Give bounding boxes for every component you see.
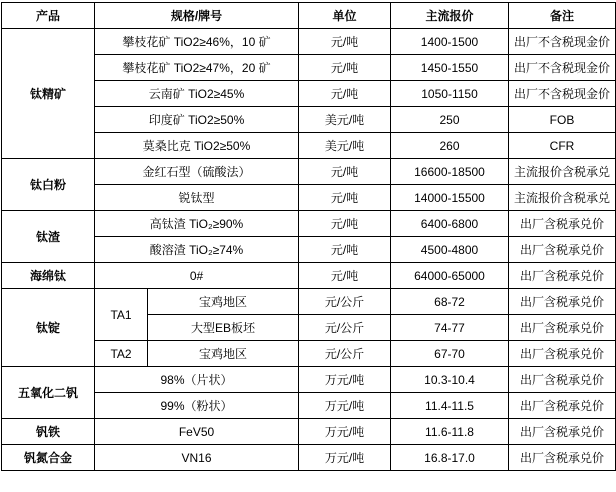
table-row (2, 367, 616, 393)
note-cell: FOB (509, 107, 616, 133)
note-cell: 出厂不含税现金价 (509, 29, 616, 55)
spec-cell: 高钛渣 TiO₂≥90% (95, 211, 299, 237)
grade-cell: TA1 (95, 289, 148, 341)
spec-cell: 酸溶渣 TiO₂≥74% (95, 237, 299, 263)
spec-cell: FeV50 (95, 419, 299, 445)
price-cell: 260 (391, 133, 509, 159)
unit-cell: 万元/吨 (299, 419, 391, 445)
column-header: 产品 (2, 3, 95, 29)
column-header: 单位 (299, 3, 391, 29)
price-cell: 11.6-11.8 (391, 419, 509, 445)
spec-cell: 99%（粉状） (95, 393, 299, 419)
unit-cell: 元/吨 (299, 55, 391, 81)
price-cell: 6400-6800 (391, 211, 509, 237)
product-category-cell: 钛白粉 (2, 159, 95, 211)
price-cell: 14000-15500 (391, 185, 509, 211)
product-category-cell: 钒氮合金 (2, 445, 95, 471)
table-row (2, 55, 616, 81)
spec-cell: 大型EB板坯 (148, 315, 299, 341)
column-header: 主流报价 (391, 3, 509, 29)
note-cell: 出厂含税承兑价 (509, 341, 616, 367)
price-cell: 16600-18500 (391, 159, 509, 185)
unit-cell: 元/吨 (299, 185, 391, 211)
note-cell: 出厂不含税现金价 (509, 81, 616, 107)
table-row (2, 133, 616, 159)
table-row (2, 107, 616, 133)
product-category-cell: 钒铁 (2, 419, 95, 445)
grade-cell: TA2 (95, 341, 148, 367)
product-category-cell: 钛精矿 (2, 29, 95, 159)
spec-cell: 莫桑比克 TiO2≥50% (95, 133, 299, 159)
unit-cell: 元/吨 (299, 81, 391, 107)
table-row (2, 211, 616, 237)
price-cell: 10.3-10.4 (391, 367, 509, 393)
price-cell: 1400-1500 (391, 29, 509, 55)
product-category-cell: 钛渣 (2, 211, 95, 263)
note-cell: 出厂不含税现金价 (509, 55, 616, 81)
table-row (2, 393, 616, 419)
unit-cell: 元/吨 (299, 211, 391, 237)
note-cell: 出厂含税承兑价 (509, 419, 616, 445)
price-cell: 64000-65000 (391, 263, 509, 289)
note-cell: 出厂含税承兑价 (509, 315, 616, 341)
table-row (2, 185, 616, 211)
commodity-price-table (1, 2, 616, 471)
table-row (2, 29, 616, 55)
table-row (2, 237, 616, 263)
spec-cell: 攀枝花矿 TiO2≥46%，10 矿 (95, 29, 299, 55)
spec-cell: 98%（片状） (95, 367, 299, 393)
product-category-cell: 海绵钛 (2, 263, 95, 289)
note-cell: CFR (509, 133, 616, 159)
price-cell: 11.4-11.5 (391, 393, 509, 419)
column-header: 备注 (509, 3, 616, 29)
price-cell: 68-72 (391, 289, 509, 315)
note-cell: 出厂含税承兑价 (509, 445, 616, 471)
unit-cell: 元/公斤 (299, 289, 391, 315)
column-header: 规格/牌号 (95, 3, 299, 29)
note-cell: 出厂含税承兑价 (509, 237, 616, 263)
table-row (2, 263, 616, 289)
spec-cell: 印度矿 TiO2≥50% (95, 107, 299, 133)
price-cell: 1450-1550 (391, 55, 509, 81)
spec-cell: 宝鸡地区 (148, 341, 299, 367)
price-cell: 16.8-17.0 (391, 445, 509, 471)
product-category-cell: 五氧化二钒 (2, 367, 95, 419)
spec-cell: 金红石型（硫酸法） (95, 159, 299, 185)
price-cell: 67-70 (391, 341, 509, 367)
unit-cell: 元/吨 (299, 159, 391, 185)
note-cell: 出厂含税承兑价 (509, 263, 616, 289)
table-header-row (2, 3, 616, 29)
unit-cell: 万元/吨 (299, 445, 391, 471)
note-cell: 主流报价含税承兑 (509, 185, 616, 211)
price-cell: 74-77 (391, 315, 509, 341)
unit-cell: 元/吨 (299, 263, 391, 289)
table-row (2, 419, 616, 445)
table-row (2, 341, 616, 367)
spec-cell: 云南矿 TiO2≥45% (95, 81, 299, 107)
table-row (2, 81, 616, 107)
spec-cell: 宝鸡地区 (148, 289, 299, 315)
table-row (2, 159, 616, 185)
unit-cell: 元/公斤 (299, 341, 391, 367)
note-cell: 出厂含税承兑价 (509, 393, 616, 419)
unit-cell: 美元/吨 (299, 107, 391, 133)
note-cell: 出厂含税承兑价 (509, 367, 616, 393)
price-cell: 250 (391, 107, 509, 133)
spec-cell: 锐钛型 (95, 185, 299, 211)
product-category-cell: 钛锭 (2, 289, 95, 367)
note-cell: 出厂含税承兑价 (509, 211, 616, 237)
price-cell: 1050-1150 (391, 81, 509, 107)
spec-cell: 0# (95, 263, 299, 289)
unit-cell: 元/公斤 (299, 315, 391, 341)
spec-cell: VN16 (95, 445, 299, 471)
note-cell: 出厂含税承兑价 (509, 289, 616, 315)
unit-cell: 元/吨 (299, 29, 391, 55)
spec-cell: 攀枝花矿 TiO2≥47%，20 矿 (95, 55, 299, 81)
unit-cell: 万元/吨 (299, 393, 391, 419)
unit-cell: 万元/吨 (299, 367, 391, 393)
note-cell: 主流报价含税承兑 (509, 159, 616, 185)
price-cell: 4500-4800 (391, 237, 509, 263)
table-row (2, 289, 616, 315)
table-row (2, 445, 616, 471)
unit-cell: 美元/吨 (299, 133, 391, 159)
unit-cell: 元/吨 (299, 237, 391, 263)
